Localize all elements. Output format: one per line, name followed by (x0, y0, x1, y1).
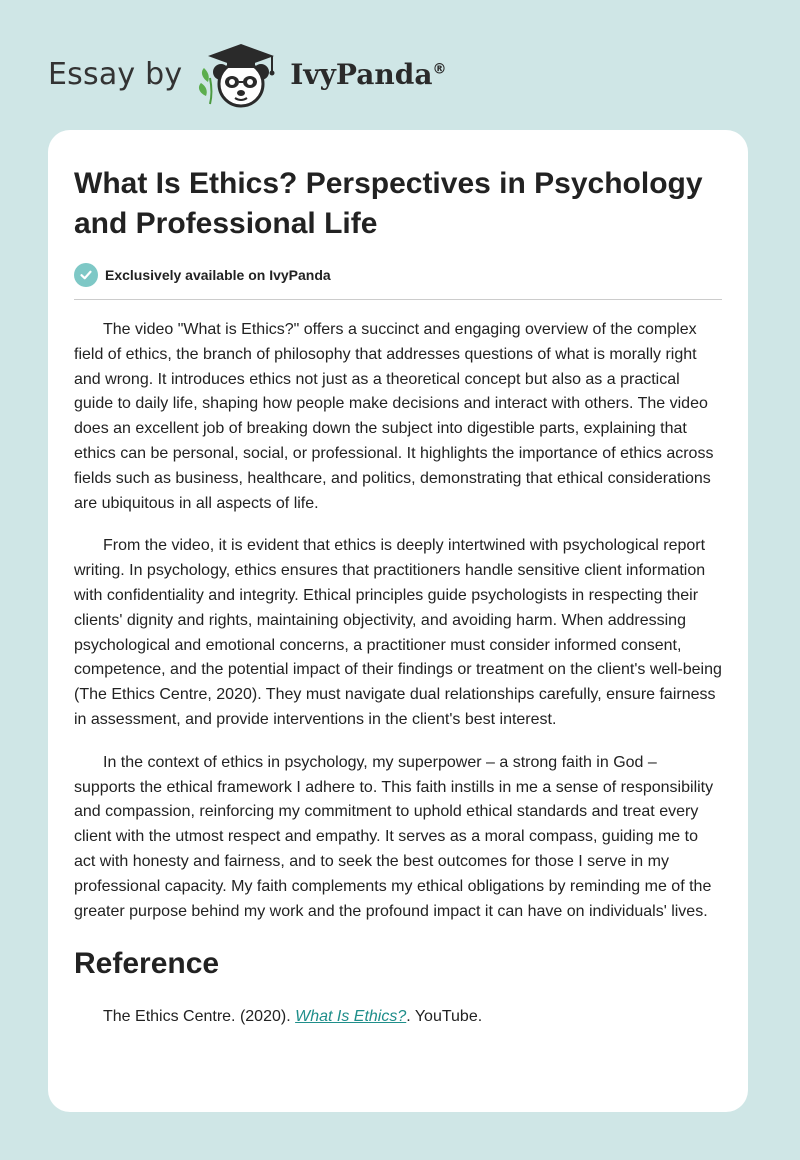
reference-heading: Reference (74, 947, 220, 981)
essay-title: What Is Ethics? Perspectives in Psychology and Professional Life (74, 167, 703, 240)
reference-entry (74, 1005, 722, 1029)
essay-by-label: Essay by (48, 56, 183, 92)
exclusive-badge-text: Exclusively available on IvyPanda (105, 267, 331, 283)
reference-author-year: The Ethics Centre. (2020). (103, 1008, 296, 1026)
panda-graduation-cap-icon (194, 38, 284, 110)
brand-header[interactable] (48, 34, 446, 114)
check-circle-icon (74, 263, 98, 287)
brand-name: IvyPanda® (290, 57, 447, 91)
body-paragraph-1: The video "What is Ethics?" offers a succinct and engaging overview of the complex field of ethics, the branch of philosophy that addresses questions of what is morally right and wrong. It introduces ethics not just as a theoretical concept but also as a practical guide to daily life, shaping how people make decisions and interact with others. The video does an excellent job of breaking down the subject into digestible parts, explaining that ethics can be personal, social, or professional. It highlights the importance of ethics across fields such as business, healthcare, and politics, demonstrating that ethical considerations are ubiquitous in all aspects of life. (74, 321, 714, 512)
registered-mark: ® (432, 61, 447, 78)
body-paragraph-2: From the video, it is evident that ethics is deeply intertwined with psychological report writing. In psychology, ethics ensures that practitioners handle sensitive client information with confidentiality and integrity. Ethical principles guide psychologists in respecting their clients' dignity and rights, maintaining objectivity, and avoiding harm. When addressing psychological and emotional concerns, a practitioner must consider informed consent, competence, and the potential impact of their findings or treatment on the client's well-being (The Ethics Centre, 2020). They must navigate dual relationships carefully, ensure fairness in assessment, and provide interventions in the client's best interest. (74, 537, 722, 728)
exclusive-badge (74, 262, 722, 288)
reference-link[interactable]: What Is Ethics? (295, 1008, 407, 1026)
body-paragraph-3: In the context of ethics in psychology, my superpower – a strong faith in God – supports the ethical framework I adhere to. This faith instills in me a sense of responsibility and compassion, reinforcing my commitment to uphold ethical standards and treat every client with the utmost respect and empathy. It serves as a moral compass, guiding me to act with honesty and fairness, and to seek the best outcomes for those I serve in my professional capacity. My faith complements my ethical obligations by reminding me of the greater purpose behind my work and the profound impact it can have on individuals' lives. (74, 753, 714, 920)
essay-card (48, 130, 748, 1112)
divider (74, 299, 722, 300)
reference-suffix: . YouTube. (406, 1008, 483, 1026)
